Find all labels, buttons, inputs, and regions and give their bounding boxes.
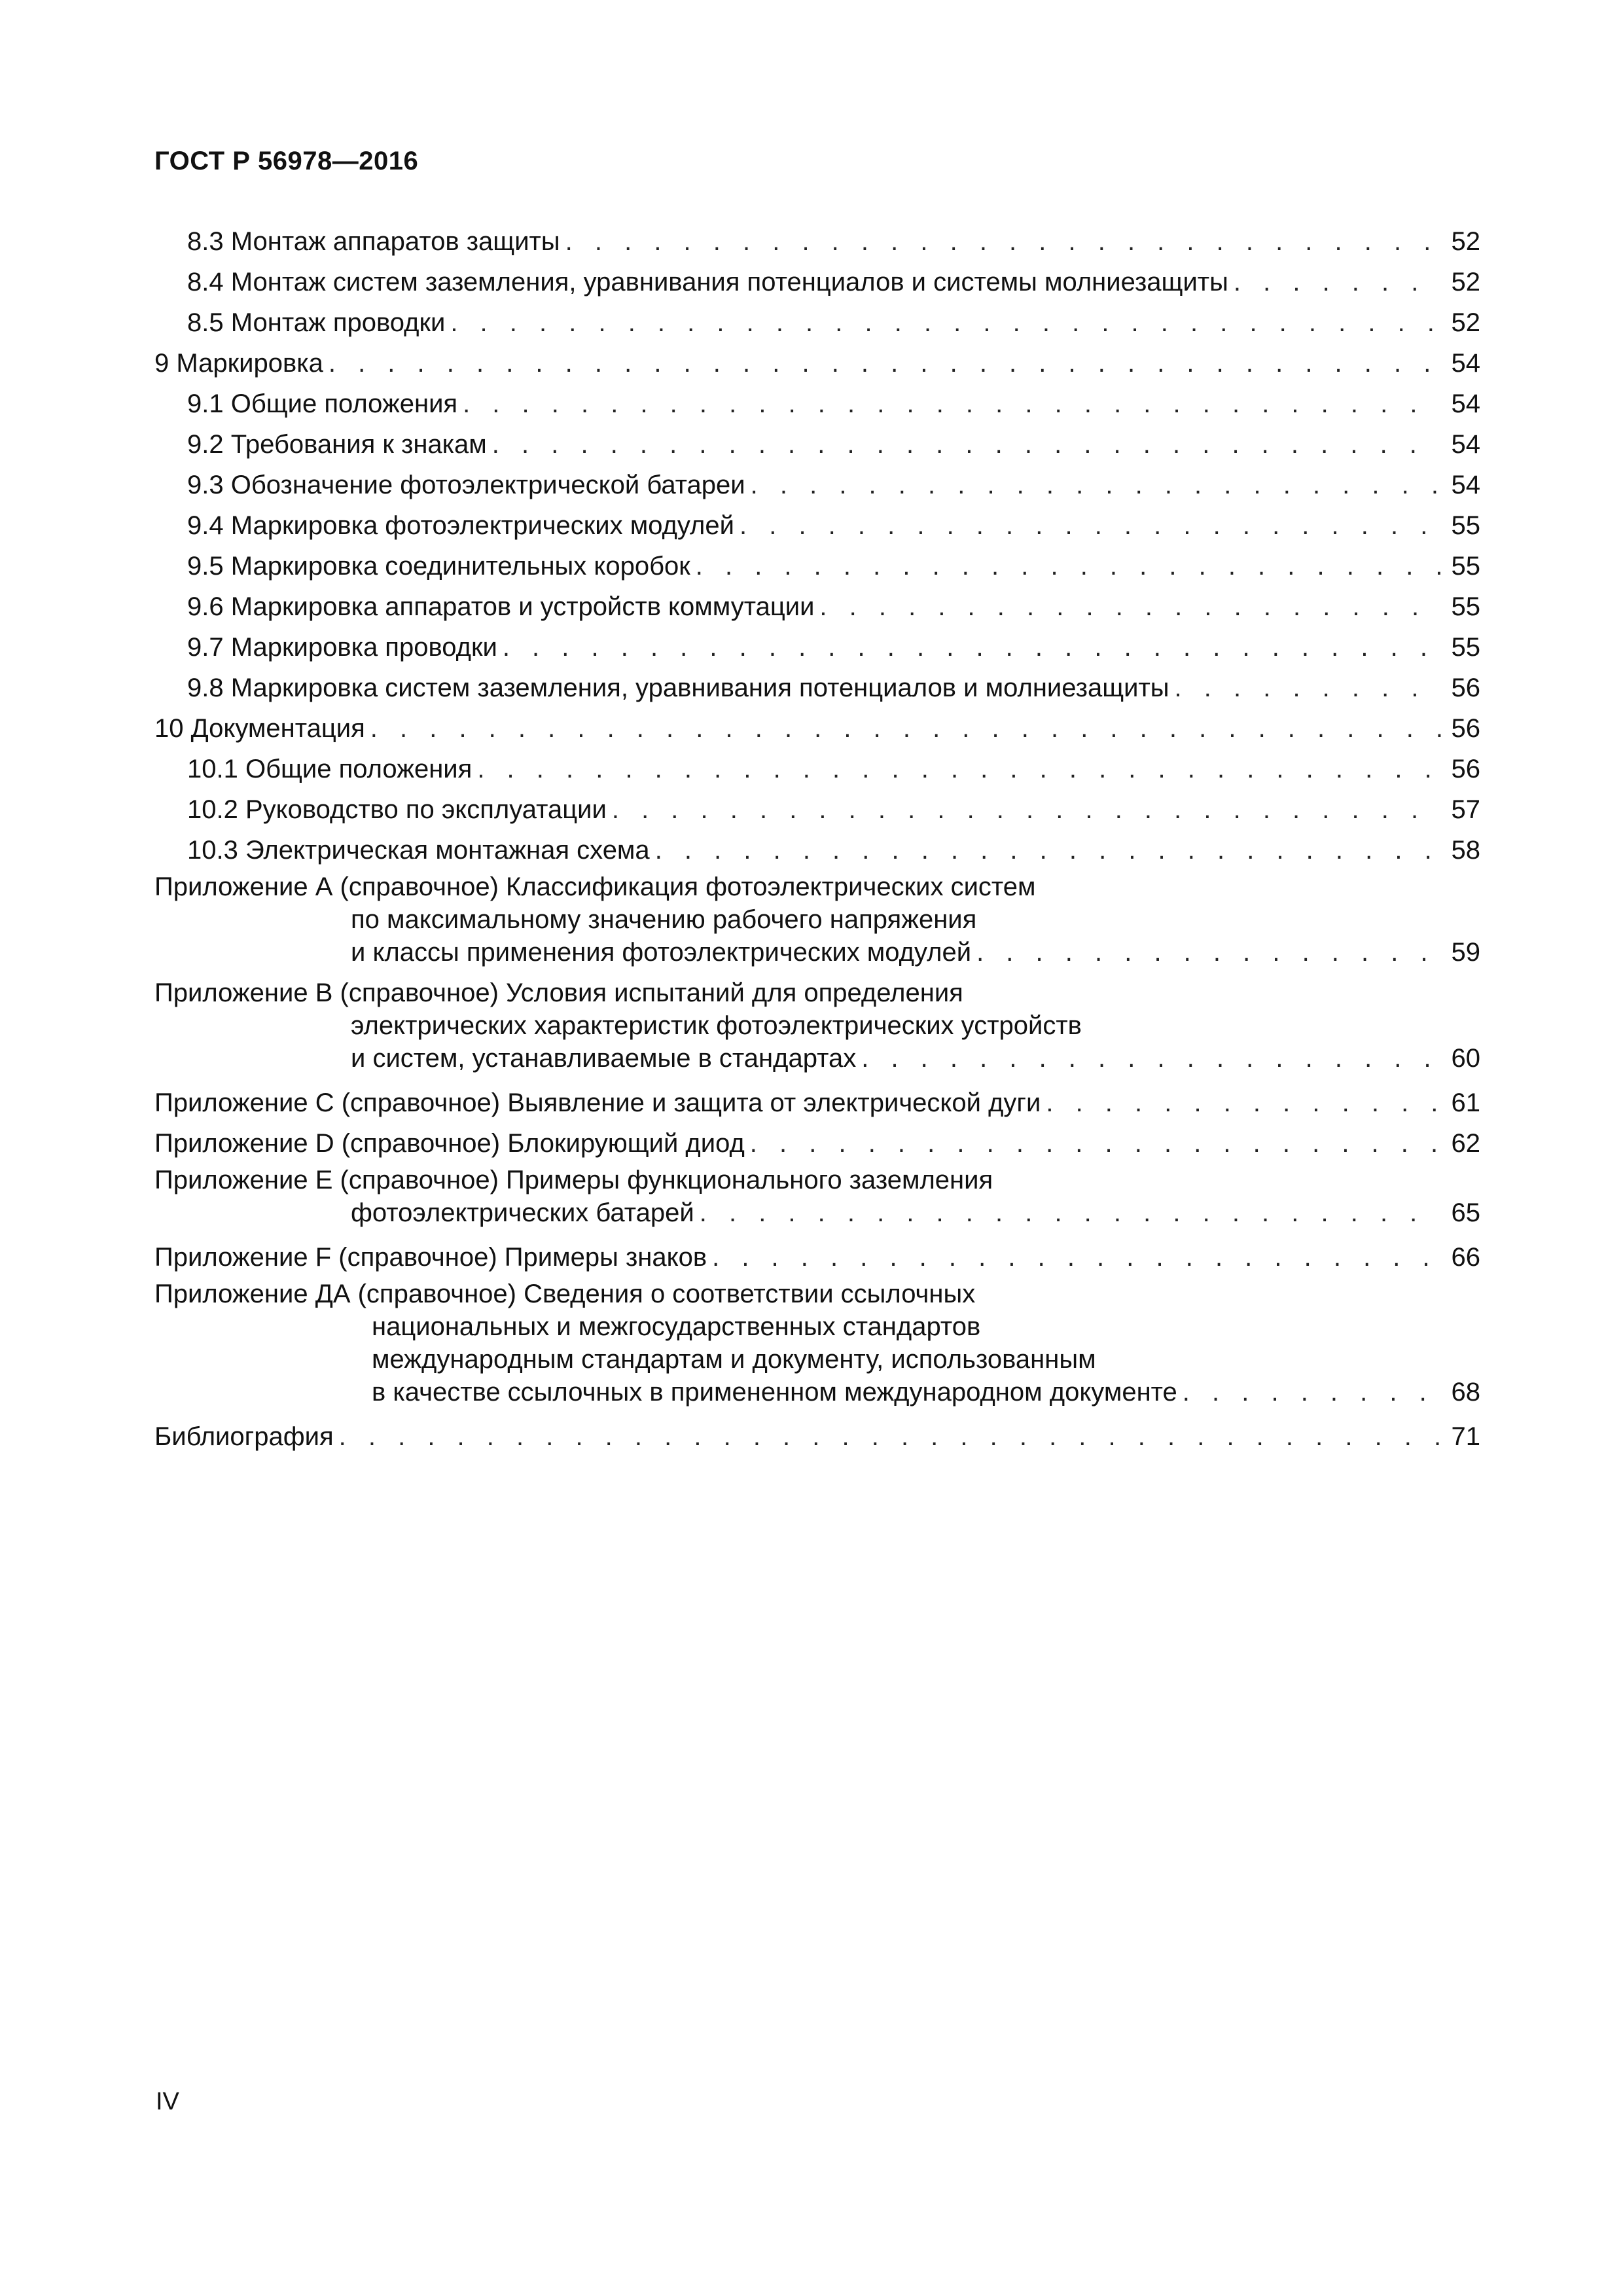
toc-entry-title-line: Приложение Е (справочное) Примеры функционального заземления xyxy=(154,1166,993,1194)
toc-entry-title: 10.1 Общие положения xyxy=(187,755,473,783)
toc-entry-page: 55 xyxy=(1451,633,1480,662)
toc-entry-appendix-c[interactable] xyxy=(154,1083,1480,1123)
dot-leader xyxy=(1183,1376,1441,1408)
toc-entry-page: 52 xyxy=(1451,268,1480,296)
toc-entry-title-line: Приложение А (справочное) Классификация фотоэлектрических систем xyxy=(154,872,1036,901)
toc-entry-appendix-f[interactable] xyxy=(154,1237,1480,1278)
toc-entry-9-7[interactable] xyxy=(154,627,1480,668)
toc-entry-page: 54 xyxy=(1451,471,1480,499)
dot-leader xyxy=(463,384,1441,424)
toc-entry-10[interactable] xyxy=(154,708,1480,749)
toc-entry-10-2[interactable] xyxy=(154,789,1480,830)
toc-entry-page: 56 xyxy=(1451,714,1480,743)
toc-entry-page: 61 xyxy=(1451,1088,1480,1117)
toc-entry-9-5[interactable] xyxy=(154,546,1480,586)
dot-leader xyxy=(819,586,1441,627)
dot-leader xyxy=(477,749,1441,789)
toc-entry-title: Библиография xyxy=(154,1422,334,1451)
toc-entry-9-3[interactable] xyxy=(154,465,1480,505)
toc-entry-page: 58 xyxy=(1451,836,1480,865)
toc-entry-appendix-d[interactable] xyxy=(154,1123,1480,1164)
toc-entry-title: 9.2 Требования к знакам xyxy=(187,430,487,459)
toc-entry-title: 9.1 Общие положения xyxy=(187,389,458,418)
toc-entry-title: 8.5 Монтаж проводки xyxy=(187,308,446,337)
toc-entry-title: 9.8 Маркировка систем заземления, уравнивания потенциалов и молниезащиты xyxy=(187,673,1169,702)
toc-entry-page: 55 xyxy=(1451,552,1480,581)
toc-entry-8-4[interactable] xyxy=(154,262,1480,302)
toc-entry-10-1[interactable] xyxy=(154,749,1480,789)
dot-leader xyxy=(492,424,1441,465)
dot-leader xyxy=(612,789,1441,830)
dot-leader xyxy=(1234,262,1441,302)
toc-entry-appendix-e[interactable] xyxy=(154,1164,1480,1229)
dot-leader xyxy=(696,546,1441,586)
toc-entry-title-line: Приложение ДА (справочное) Сведения о соответствии ссылочных xyxy=(154,1280,976,1308)
toc-entry-title: 8.3 Монтаж аппаратов защиты xyxy=(187,227,560,256)
toc-entry-title-line: и классы применения фотоэлектрических модулей xyxy=(351,938,972,967)
toc-entry-title-line: в качестве ссылочных в примененном международном документе xyxy=(372,1378,1177,1407)
toc-entry-title: 9.5 Маркировка соединительных коробок xyxy=(187,552,690,581)
page-number: IV xyxy=(156,2088,179,2115)
toc-entry-page: 54 xyxy=(1451,349,1480,378)
toc-entry-title: 9.3 Обозначение фотоэлектрической батареи xyxy=(187,471,745,499)
dot-leader xyxy=(712,1237,1441,1278)
toc-entry-8-3[interactable] xyxy=(154,221,1480,262)
dot-leader xyxy=(861,1042,1441,1075)
dot-leader xyxy=(450,302,1441,343)
toc-entry-title: 9 Маркировка xyxy=(154,349,323,378)
toc-entry-9-1[interactable] xyxy=(154,384,1480,424)
toc-entry-title-line: национальных и межгосударственных стандартов xyxy=(372,1312,981,1341)
toc-entry-9-8[interactable] xyxy=(154,668,1480,708)
dot-leader xyxy=(751,465,1441,505)
toc-entry-title: 10.3 Электрическая монтажная схема xyxy=(187,836,650,865)
toc-entry-title-line: фотоэлектрических батарей xyxy=(351,1198,694,1227)
dot-leader xyxy=(339,1416,1441,1457)
toc-entry-page: 57 xyxy=(1451,795,1480,824)
toc-entry-title-line: международным стандартам и документу, использованным xyxy=(372,1345,1096,1374)
toc-entry-9[interactable] xyxy=(154,343,1480,384)
toc-entry-title: Приложение С (справочное) Выявление и защита от электрической дуги xyxy=(154,1088,1041,1117)
toc-entry-page: 52 xyxy=(1451,227,1480,256)
toc-entry-page: 54 xyxy=(1451,430,1480,459)
dot-leader xyxy=(503,627,1441,668)
toc-entry-title-line: по максимальному значению рабочего напряжения xyxy=(351,905,977,934)
toc-entry-page: 54 xyxy=(1451,389,1480,418)
toc-entry-8-5[interactable] xyxy=(154,302,1480,343)
toc-entry-page: 59 xyxy=(1451,938,1480,967)
dot-leader xyxy=(740,505,1441,546)
toc-entry-title: 8.4 Монтаж систем заземления, уравнивания потенциалов и системы молниезащиты xyxy=(187,268,1228,296)
toc-entry-10-3[interactable] xyxy=(154,830,1480,870)
toc-entry-9-4[interactable] xyxy=(154,505,1480,546)
toc-entry-title-line: и систем, устанавливаемые в стандартах xyxy=(351,1044,857,1073)
dot-leader xyxy=(565,221,1441,262)
toc-entry-page: 60 xyxy=(1451,1044,1480,1073)
toc-entry-title: 10.2 Руководство по эксплуатации xyxy=(187,795,607,824)
toc-entry-title: Приложение F (справочное) Примеры знаков xyxy=(154,1243,707,1272)
toc-entry-title: Приложение D (справочное) Блокирующий диод xyxy=(154,1129,745,1158)
toc-entry-page: 55 xyxy=(1451,511,1480,540)
toc-entry-page: 65 xyxy=(1451,1198,1480,1227)
dot-leader xyxy=(655,830,1441,870)
toc-entry-page: 71 xyxy=(1451,1422,1480,1451)
toc-entry-page: 55 xyxy=(1451,592,1480,621)
toc-entry-page: 56 xyxy=(1451,673,1480,702)
toc-entry-page: 66 xyxy=(1451,1243,1480,1272)
toc-entry-title: 9.6 Маркировка аппаратов и устройств коммутации xyxy=(187,592,815,621)
dot-leader xyxy=(1175,668,1441,708)
toc-entry-page: 68 xyxy=(1451,1378,1480,1407)
toc-entry-title: 10 Документация xyxy=(154,714,365,743)
dot-leader xyxy=(976,936,1441,969)
document-header: ГОСТ Р 56978—2016 xyxy=(154,147,419,175)
toc-entry-title: 9.7 Маркировка проводки xyxy=(187,633,497,662)
toc-entry-page: 56 xyxy=(1451,755,1480,783)
toc-entry-appendix-a[interactable] xyxy=(154,870,1480,969)
toc-entry-title-line: электрических характеристик фотоэлектрических устройств xyxy=(351,1011,1082,1040)
dot-leader xyxy=(370,708,1441,749)
dot-leader xyxy=(1046,1083,1441,1123)
toc-entry-appendix-da[interactable] xyxy=(154,1278,1480,1408)
dot-leader xyxy=(700,1196,1441,1229)
toc-entry-bibliography[interactable] xyxy=(154,1416,1480,1457)
dot-leader xyxy=(329,343,1441,384)
toc-entry-9-2[interactable] xyxy=(154,424,1480,465)
dot-leader xyxy=(750,1123,1441,1164)
toc-entry-9-6[interactable] xyxy=(154,586,1480,627)
toc-entry-title: 9.4 Маркировка фотоэлектрических модулей xyxy=(187,511,734,540)
toc-entry-title-line: Приложение В (справочное) Условия испытаний для определения xyxy=(154,978,963,1007)
toc-entry-page: 62 xyxy=(1451,1129,1480,1158)
toc-entry-appendix-b[interactable] xyxy=(154,977,1480,1075)
toc-entry-page: 52 xyxy=(1451,308,1480,337)
table-of-contents xyxy=(154,221,1480,1457)
